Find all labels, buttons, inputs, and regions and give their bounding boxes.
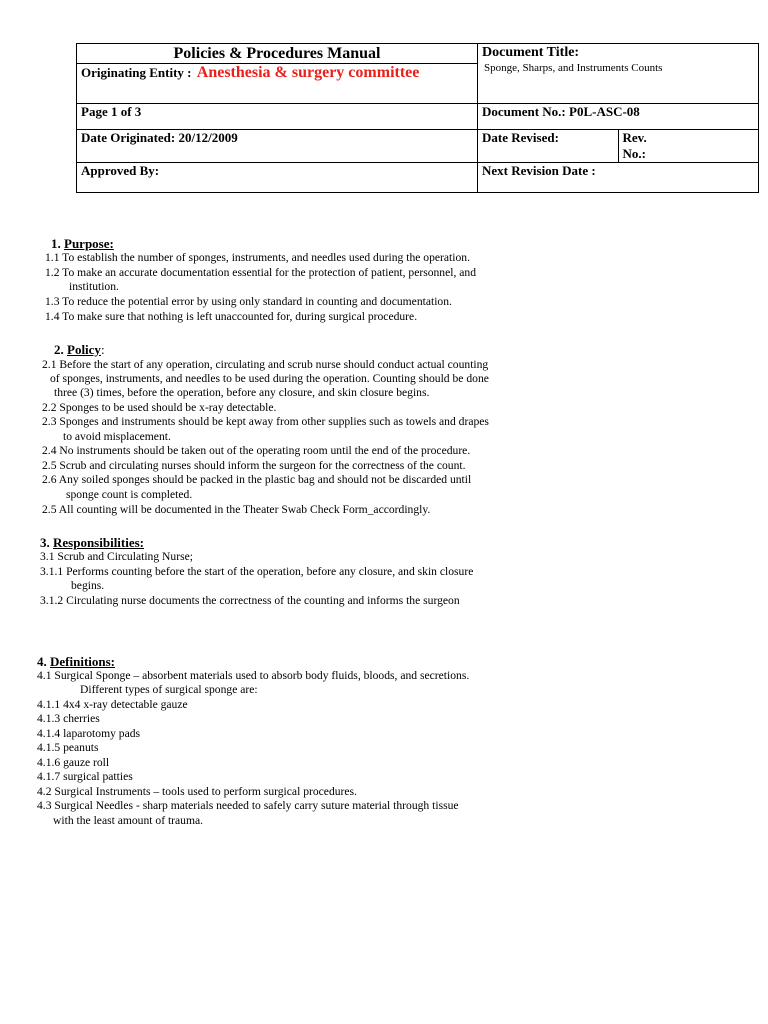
- page-number: Page 1 of 3: [81, 104, 142, 119]
- purpose-line-4: 1.3 To reduce the potential error by using only standard in counting and documentation.: [45, 295, 452, 308]
- policy-number: 2.: [54, 342, 64, 357]
- policy-colon: :: [100, 342, 105, 357]
- policy-line-2: of sponges, instruments, and needles to be used during the operation. Counting should be done: [50, 372, 489, 385]
- definitions-line-10: 4.3 Surgical Needles - sharp materials needed to safely carry suture material through tissue: [37, 799, 459, 812]
- date-originated: Date Originated: 20/12/2009: [81, 130, 238, 145]
- policy-line-10: sponge count is completed.: [66, 488, 193, 501]
- definitions-line-5: 4.1.4 laparotomy pads: [37, 727, 141, 740]
- policy-line-6: to avoid misplacement.: [63, 430, 171, 443]
- purpose-line-1: 1.1 To establish the number of sponges, instruments, and needles used during the operation.: [45, 251, 470, 264]
- definitions-line-2: Different types of surgical sponge are:: [80, 683, 258, 696]
- next-revision-date: Next Revision Date :: [482, 163, 596, 178]
- responsibilities-number: 3.: [40, 535, 50, 550]
- responsibilities-line-1: 3.1 Scrub and Circulating Nurse;: [40, 550, 193, 563]
- definitions-line-11: with the least amount of trauma.: [53, 814, 204, 827]
- definitions-line-7: 4.1.6 gauze roll: [37, 756, 110, 769]
- policy-line-11: 2.5 All counting will be documented in the Theater Swab Check Form_accordingly.: [42, 503, 431, 516]
- definitions-line-1: 4.1 Surgical Sponge – absorbent materials used to absorb body fluids, bloods, and secretions.: [37, 669, 470, 682]
- revision-number-label-2: No.:: [622, 146, 646, 161]
- document-title-label: Document Title:: [482, 45, 580, 60]
- policy-line-7: 2.4 No instruments should be taken out of the operating room until the end of the procedure.: [42, 444, 471, 457]
- purpose-line-5: 1.4 To make sure that nothing is left unaccounted for, during surgical procedure.: [45, 310, 418, 323]
- responsibilities-title: Responsibilities:: [53, 535, 145, 550]
- policy-line-9: 2.6 Any soiled sponges should be packed in the plastic bag and should not be discarded until: [42, 473, 472, 486]
- purpose-number: 1.: [51, 236, 61, 251]
- purpose-line-3: institution.: [69, 280, 119, 293]
- definitions-line-4: 4.1.3 cherries: [37, 712, 100, 725]
- originating-entity-label: Originating Entity :: [81, 65, 192, 80]
- definitions-heading: [37, 654, 115, 670]
- definitions-title: Definitions:: [50, 654, 115, 669]
- responsibilities-line-3: begins.: [71, 579, 105, 592]
- policy-line-4: 2.2 Sponges to be used should be x-ray detectable.: [42, 401, 277, 414]
- definitions-line-9: 4.2 Surgical Instruments – tools used to perform surgical procedures.: [37, 785, 357, 798]
- responsibilities-line-4: 3.1.2 Circulating nurse documents the correctness of the counting and informs the surgeon: [40, 594, 460, 607]
- purpose-heading: [51, 236, 114, 252]
- definitions-line-6: 4.1.5 peanuts: [37, 741, 99, 754]
- policy-line-8: 2.5 Scrub and circulating nurses should inform the surgeon for the correctness of the count.: [42, 459, 466, 472]
- responsibilities-line-2: 3.1.1 Performs counting before the start of the operation, before any closure, and skin closure: [40, 565, 474, 578]
- revision-number-label-1: Rev.: [622, 130, 647, 145]
- date-revised: Date Revised:: [482, 130, 559, 145]
- policy-line-3: three (3) times, before the operation, before any closure, and skin closure begins.: [54, 386, 430, 399]
- document-number: Document No.: P0L-ASC-08: [482, 104, 640, 119]
- definitions-number: 4.: [37, 654, 47, 669]
- originating-entity-value: Anesthesia & surgery committee: [196, 64, 420, 81]
- purpose-line-2: 1.2 To make an accurate documentation essential for the protection of patient, personnel, and: [45, 266, 477, 279]
- approved-by: Approved By:: [81, 163, 160, 178]
- policy-heading: [54, 342, 105, 358]
- policy-line-1: 2.1 Before the start of any operation, circulating and scrub nurse should conduct actual counting: [42, 358, 489, 371]
- definitions-line-8: 4.1.7 surgical patties: [37, 770, 133, 783]
- policy-title: Policy: [67, 342, 101, 357]
- purpose-title: Purpose:: [64, 236, 114, 251]
- definitions-line-3: 4.1.1 4x4 x-ray detectable gauze: [37, 698, 188, 711]
- policy-line-5: 2.3 Sponges and instruments should be kept away from other supplies such as towels and drapes: [42, 415, 489, 428]
- responsibilities-heading: [40, 535, 144, 551]
- document-title-value: Sponge, Sharps, and Instruments Counts: [484, 62, 663, 74]
- manual-title: Policies & Procedures Manual: [173, 45, 381, 62]
